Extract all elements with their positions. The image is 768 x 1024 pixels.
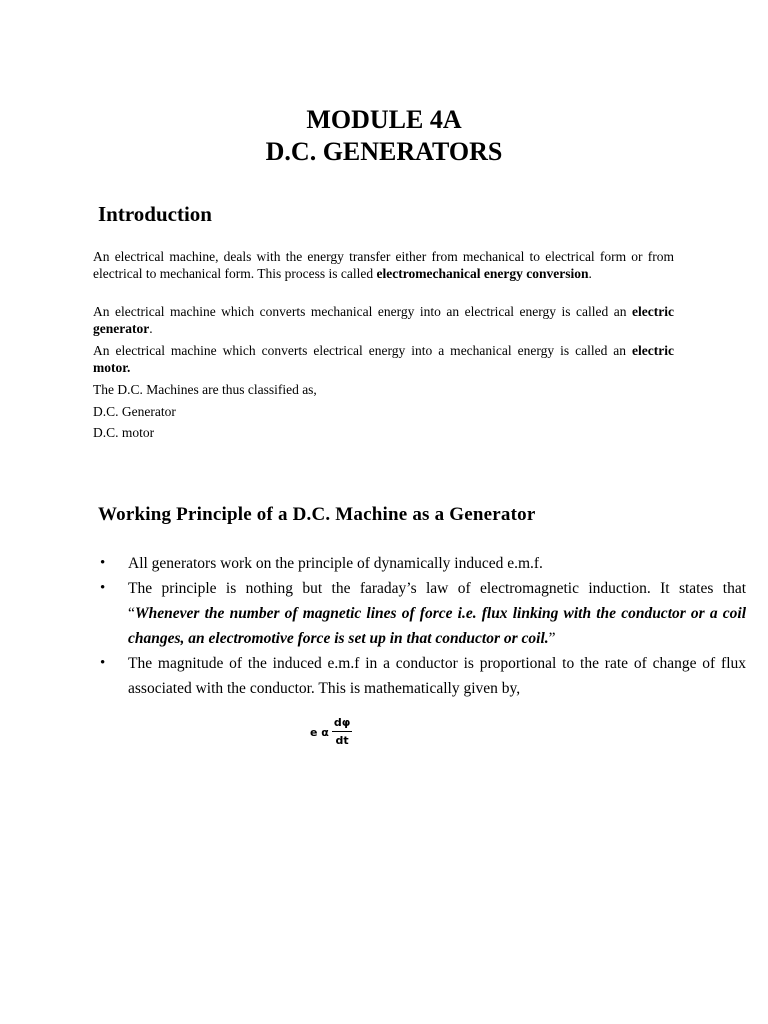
- classification-item-generator: D.C. Generator: [93, 404, 176, 419]
- intro-p2-end: .: [149, 321, 153, 336]
- module-title: MODULE 4A: [306, 105, 462, 134]
- formula-denominator: dt: [335, 734, 349, 747]
- intro-p1-text: An electrical machine, deals with the energy transfer either from mechanical to electrical form or from electrical to mechanical form. This process is called: [93, 249, 674, 281]
- faraday-law-quote: Whenever the number of magnetic lines of force i.e. flux linking with the conductor or a coil changes, an electromotive force is set up in that conductor or coil.: [128, 605, 746, 647]
- intro-p2-bold: electric generator: [93, 304, 674, 336]
- bullet-text: The magnitude of the induced e.m.f in a conductor is proportional to the rate of change of flux associated with the conductor. This is mathematically given by,: [128, 655, 746, 697]
- bullet-icon: •: [100, 655, 106, 671]
- list-item: [98, 651, 746, 701]
- intro-paragraph-2: [93, 303, 674, 337]
- intro-p2-text: An electrical machine which converts mechanical energy into an electrical energy is called an: [93, 304, 633, 319]
- working-principle-heading: Working Principle of a D.C. Machine as a Generator: [98, 504, 536, 525]
- classification-item-motor: D.C. motor: [93, 425, 155, 440]
- bullet-icon: •: [100, 555, 106, 571]
- introduction-heading: Introduction: [98, 202, 212, 226]
- intro-paragraph-1: [93, 248, 674, 282]
- intro-p1-end: .: [588, 266, 592, 281]
- emf-formula: [310, 716, 352, 748]
- list-item: [98, 576, 746, 651]
- principle-bullet-list: [98, 551, 746, 701]
- formula-numerator: dφ: [332, 716, 352, 732]
- document-title: D.C. GENERATORS: [265, 137, 503, 166]
- classified-line: The D.C. Machines are thus classified as,: [93, 382, 317, 397]
- intro-p1-bold: electromechanical energy conversion: [376, 266, 589, 281]
- list-item: [98, 551, 746, 576]
- intro-paragraph-3: [93, 342, 674, 376]
- formula-fraction: [332, 716, 352, 748]
- formula-lhs: e α: [310, 725, 329, 739]
- bullet-icon: •: [100, 580, 106, 596]
- bullet-text: The principle is nothing but the faraday’s law of electromagnetic induction. It states that “: [128, 580, 746, 622]
- bullet-text-end: ”: [548, 630, 556, 647]
- bullet-text: All generators work on the principle of dynamically induced e.m.f.: [128, 555, 543, 572]
- intro-p3-bold: electric motor.: [93, 343, 674, 375]
- intro-p3-text: An electrical machine which converts electrical energy into a mechanical energy is called an: [93, 343, 633, 358]
